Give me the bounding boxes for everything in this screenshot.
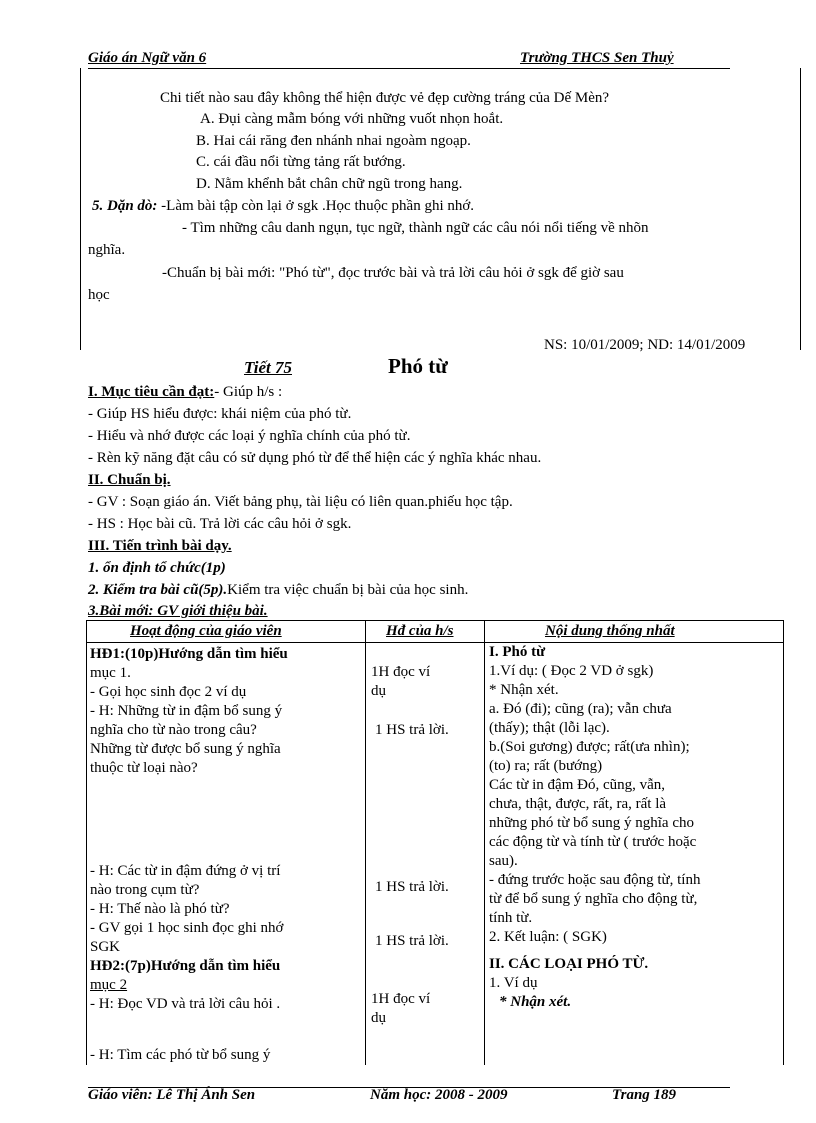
col1-line-2: - Gọi học sinh đọc 2 ví dụ <box>90 684 247 700</box>
col3-line-16: II. CÁC LOẠI PHÓ TỪ. <box>489 956 649 972</box>
table-top-border <box>86 620 783 621</box>
col3-line-8: chưa, thật, được, rất, ra, rất là <box>489 796 667 812</box>
col1-line-3: - H: Những từ in đậm bổ sung ý <box>90 703 283 719</box>
col1-line-0: HĐ1:(10p)Hướng dẫn tìm hiểu <box>90 646 288 662</box>
dan-do-2a: - Tìm những câu danh ngụn, tục ngữ, thành ngữ các câu nói nổi tiếng về nhõn <box>182 220 649 236</box>
table-col-teacher <box>90 645 288 778</box>
table-col-divider-2 <box>484 620 485 1065</box>
col3-line-2: * Nhận xét. <box>489 682 559 698</box>
col2-item-5: 1H đọc ví <box>371 991 431 1007</box>
top-right-border <box>800 68 801 350</box>
table-col-content <box>489 643 700 1012</box>
col3-line-1: 1.Ví dụ: ( Đọc 2 VD ở sgk) <box>489 663 654 679</box>
col3-line-17: 1. Ví dụ <box>489 975 538 991</box>
section-2-item-2: - HS : Học bài cũ. Trả lời các câu hỏi ở sgk. <box>88 516 352 532</box>
table-left-border <box>86 620 87 1065</box>
col3-line-14: tính từ. <box>489 910 533 926</box>
section-2-item-1: - GV : Soạn giáo án. Viết bảng phụ, tài liệu có liên quan.phiếu học tập. <box>88 494 513 510</box>
col1-line-1: mục 1. <box>90 665 131 681</box>
col3-line-15: 2. Kết luận: ( SGK) <box>489 929 607 945</box>
dan-do-3b: học <box>88 287 110 303</box>
col1-line-10: - GV gọi 1 học sinh đọc ghi nhớ <box>90 920 284 936</box>
top-left-border <box>80 68 81 350</box>
col2-item-2: 1 HS trả lời. <box>375 722 449 738</box>
table-col-divider-1 <box>365 620 366 1065</box>
option-a: A. Đụi càng mẫm bóng với những vuốt nhọn hoắt. <box>200 111 504 127</box>
col3-line-0: I. Phó từ <box>489 644 546 660</box>
col1-line-13: mục 2 <box>90 977 128 993</box>
col1-line-11: SGK <box>90 939 121 955</box>
footer-page: Trang 189 <box>612 1087 677 1103</box>
section-1-item-1: - Giúp HS hiểu được: khái niệm của phó từ. <box>88 406 352 422</box>
section-3-title: III. Tiến trình bài dạy. <box>88 538 232 554</box>
col3-line-10: các động từ và tính từ ( trước hoặc <box>489 834 697 850</box>
header-left: Giáo án Ngữ văn 6 <box>88 50 207 66</box>
col2-item-6: dụ <box>371 1010 386 1026</box>
section-1-suffix: - Giúp h/s : <box>214 384 283 400</box>
col1-line-7: - H: Các từ in đậm đứng ở vị trí <box>90 863 281 879</box>
table-header-teacher: Hoạt động của giáo viên <box>130 623 282 639</box>
section-3-step-2-label: 2. Kiểm tra bài cũ(5p). <box>88 582 228 598</box>
table-header-content: Nội dung thống nhất <box>545 623 675 639</box>
col3-line-11: sau). <box>489 853 518 869</box>
col3-line-18: * Nhận xét. <box>499 994 572 1010</box>
col3-line-6: (to) ra; rất (bướng) <box>489 758 603 774</box>
col1-line-9: - H: Thế nào là phó từ? <box>90 901 230 917</box>
section-2-title: II. Chuẩn bị. <box>88 472 171 488</box>
table-right-border <box>783 620 784 1065</box>
lesson-number: Tiết 75 <box>244 358 292 377</box>
col2-item-0: 1H đọc ví <box>371 664 431 680</box>
table-header-student: Hđ của h/s <box>386 623 454 639</box>
section-1-item-3: - Rèn kỹ năng đặt câu có sử dụng phó từ để thể hiện các ý nghĩa khác nhau. <box>88 450 542 466</box>
lesson-dates: NS: 10/01/2009; ND: 14/01/2009 <box>544 337 746 353</box>
col1-line-6: thuộc từ loại nào? <box>90 760 198 776</box>
col1-line-15: - H: Tìm các phó từ bổ sung ý <box>90 1047 271 1063</box>
option-c: C. cái đầu nổi từng tảng rất bướng. <box>196 154 406 170</box>
footer-year: Năm học: 2008 - 2009 <box>370 1087 508 1103</box>
col3-line-9: những phó từ bổ sung ý nghĩa cho <box>489 815 694 831</box>
question-text: Chi tiết nào sau đây không thể hiện được vẻ đẹp cường tráng của Dế Mèn? <box>160 90 610 106</box>
col1-line-14: - H: Đọc VD và trả lời câu hỏi . <box>90 996 281 1012</box>
section-1-item-2: - Hiểu và nhớ được các loại ý nghĩa chính của phó từ. <box>88 428 411 444</box>
col2-item-3: 1 HS trả lời. <box>375 879 449 895</box>
col1-line-12: HĐ2:(7p)Hướng dẫn tìm hiểu <box>90 958 281 974</box>
dan-do-1: -Làm bài tập còn lại ở sgk .Học thuộc phần ghi nhớ. <box>161 198 475 214</box>
dan-do-label: 5. Dặn dò: <box>92 198 158 214</box>
option-d: D. Nằm khểnh bắt chân chữ ngũ trong hang. <box>196 176 463 192</box>
col1-line-8: nào trong cụm từ? <box>90 882 200 898</box>
col1-line-5: Những từ được bổ sung ý nghĩa <box>90 741 281 757</box>
col1-line-4: nghĩa cho từ nào trong câu? <box>90 722 257 738</box>
col2-item-1: dụ <box>371 683 386 699</box>
section-3-step-1: 1. ổn định tổ chức(1p) <box>88 560 226 576</box>
section-1-title: I. Mục tiêu cần đạt: <box>88 384 215 400</box>
col3-line-5: b.(Soi gương) được; rất(ưa nhìn); <box>489 739 690 755</box>
col3-line-4: (thấy); thật (lỗi lạc). <box>489 720 610 736</box>
col3-line-12: - đứng trước hoặc sau động từ, tính <box>489 872 701 888</box>
table-col-teacher-part3 <box>90 1046 270 1065</box>
section-3-step-2-text: Kiểm tra việc chuẩn bị bài của học sinh. <box>227 582 469 598</box>
header-right: Trường THCS Sen Thuỷ <box>520 50 674 66</box>
section-3-step-3: 3.Bài mới: GV giới thiệu bài. <box>88 603 268 619</box>
header-rule <box>88 68 730 69</box>
table-col-teacher-part2 <box>90 862 283 1014</box>
footer-teacher: Giáo viên: Lê Thị Ánh Sen <box>88 1087 256 1103</box>
col3-line-7: Các từ in đậm Đó, cũng, vẫn, <box>489 777 666 793</box>
dan-do-3a: -Chuẩn bị bài mới: "Phó từ", đọc trước bài và trả lời câu hỏi ở sgk để giờ sau <box>162 265 624 281</box>
col2-item-4: 1 HS trả lời. <box>375 933 449 949</box>
dan-do-2b: nghĩa. <box>88 242 126 258</box>
col3-line-13: từ để bổ sung ý nghĩa cho động từ, <box>489 891 698 907</box>
option-b: B. Hai cái răng đen nhánh nhai ngoàm ngoạp. <box>196 133 471 149</box>
col3-line-3: a. Đó (đi); cũng (ra); vẫn chưa <box>489 701 672 717</box>
lesson-title: Phó từ <box>388 354 448 378</box>
